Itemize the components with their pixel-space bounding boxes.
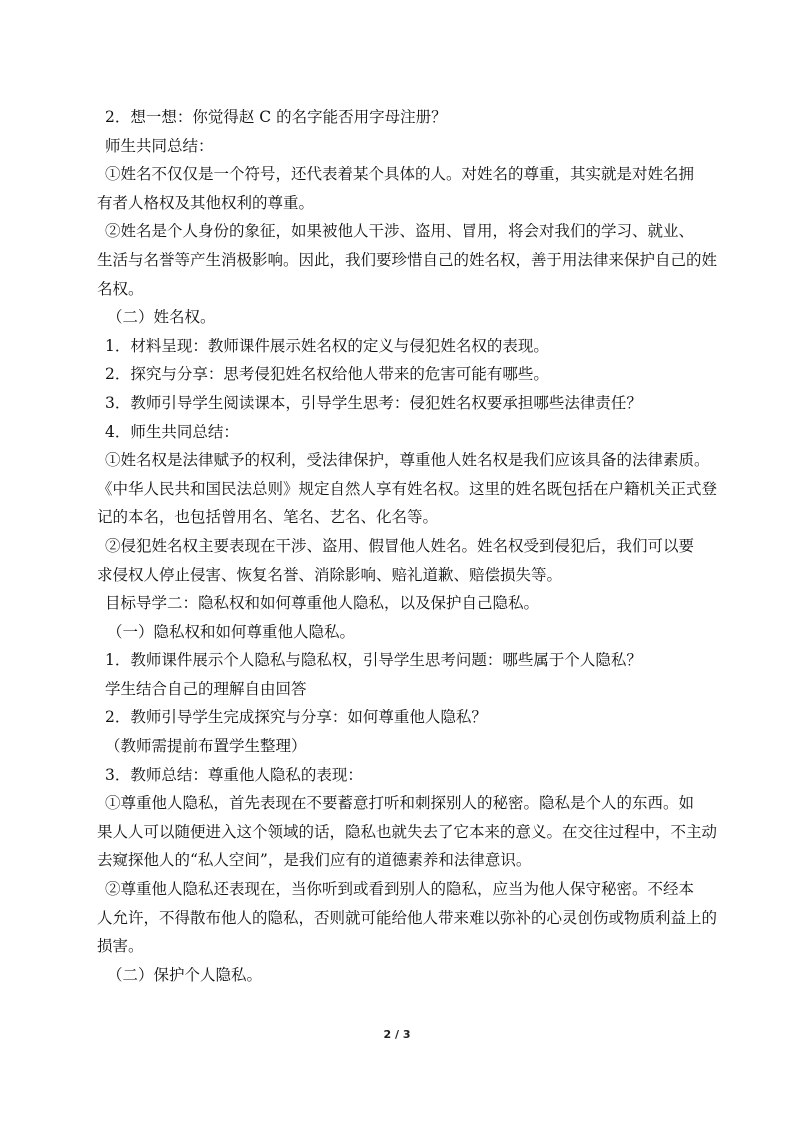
- paragraph-line: （教师需提前布置学生整理）: [105, 737, 307, 756]
- section-heading: 目标导学二：隐私权和如何尊重他人隐私，以及保护自己隐私。: [105, 594, 540, 613]
- paragraph-line: 4．师生共同总结：: [105, 422, 239, 441]
- paragraph-line: 学生结合自己的理解自由回答: [105, 679, 307, 698]
- paragraph-line: 记的本名，也包括曾用名、笔名、艺名、化名等。: [97, 508, 439, 527]
- document-body: [97, 103, 727, 989]
- paragraph-line: ①尊重他人隐私，首先表现在不要蓄意打听和刺探别人的秘密。隐私是个人的东西。如: [105, 794, 695, 813]
- paragraph-line: 2．想一想：你觉得赵 C 的名字能否用字母注册？: [105, 108, 447, 126]
- paragraph-line: 去窥探他人的“私人空间”，是我们应有的道德素养和法律意识。: [97, 851, 532, 870]
- paragraph-line: 求侵权人停止侵害、恢复名誉、消除影响、赔礼道歉、赔偿损失等。: [97, 565, 563, 584]
- paragraph-line: ②尊重他人隐私还表现在，当你听到或看到别人的隐私，应当为他人保守秘密。不经本: [105, 880, 695, 899]
- paragraph-line: 生活与名誉等产生消极影响。因此，我们要珍惜自己的姓名权，善于用法律来保护自己的姓: [97, 250, 718, 269]
- section-heading: （二）保护个人隐私。: [107, 965, 263, 984]
- paragraph-line: 师生共同总结：: [105, 136, 214, 155]
- paragraph-line: 2．教师引导学生完成探究与分享：如何尊重他人隐私？: [105, 708, 487, 727]
- section-heading: （二）姓名权。: [107, 308, 216, 327]
- paragraph-line: 损害。: [97, 937, 144, 956]
- paragraph-line: 《中华人民共和国民法总则》规定自然人享有姓名权。这里的姓名既包括在户籍机关正式登: [97, 479, 718, 498]
- paragraph-line: ①姓名权是法律赋予的权利，受法律保护，尊重他人姓名权是我们应该具备的法律素质。: [105, 451, 710, 470]
- paragraph-line: 3．教师总结：尊重他人隐私的表现：: [105, 765, 363, 784]
- paragraph-line: 果人人可以随便进入这个领域的话，隐私也就失去了它本来的意义。在交往过程中，不主动: [97, 822, 718, 841]
- section-heading: （一）隐私权和如何尊重他人隐私。: [107, 622, 356, 641]
- paragraph-line: 名权。: [97, 279, 144, 298]
- paragraph-line: ①姓名不仅仅是一个符号，还代表着某个具体的人。对姓名的尊重，其实就是对姓名拥: [105, 165, 695, 184]
- paragraph-line: ②姓名是个人身份的象征，如果被他人干涉、盗用、冒用，将会对我们的学习、就业、: [105, 222, 695, 241]
- paragraph-line: 2．探究与分享：思考侵犯姓名权给他人带来的危害可能有哪些。: [105, 365, 549, 384]
- paragraph-line: 1．材料呈现：教师课件展示姓名权的定义与侵犯姓名权的表现。: [105, 336, 549, 355]
- paragraph-line: ②侵犯姓名权主要表现在干涉、盗用、假冒他人姓名。姓名权受到侵犯后，我们可以要: [105, 536, 695, 555]
- paragraph-line: 有者人格权及其他权利的尊重。: [97, 193, 315, 212]
- paragraph-line: 1．教师课件展示个人隐私与隐私权，引导学生思考问题：哪些属于个人隐私？: [105, 651, 642, 670]
- paragraph-line: 3．教师引导学生阅读课本，引导学生思考：侵犯姓名权要承担哪些法律责任？: [105, 393, 642, 412]
- paragraph-line: 人允许，不得散布他人的隐私，否则就可能给他人带来难以弥补的心灵创伤或物质利益上的: [97, 908, 718, 927]
- page-number: 2 / 3: [383, 1028, 411, 1041]
